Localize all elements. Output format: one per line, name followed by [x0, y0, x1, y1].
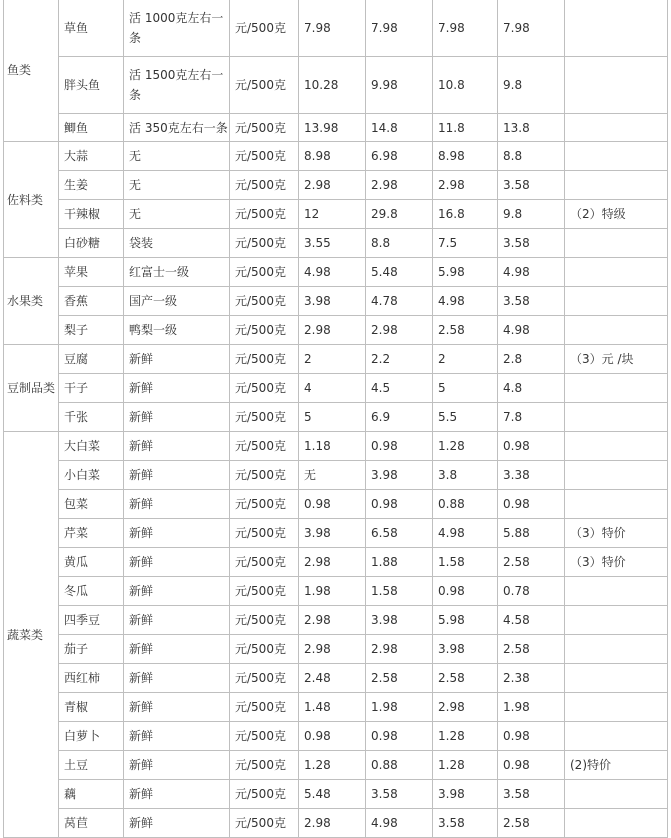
- price-3-cell: 2.58: [433, 664, 498, 693]
- note-cell: [565, 606, 668, 635]
- table-row: [4, 345, 668, 374]
- price-1-cell: 4: [299, 374, 366, 403]
- price-4-cell: 9.8: [498, 57, 565, 114]
- item-spec-cell: 无: [124, 142, 230, 171]
- unit-cell: 元/500克: [230, 664, 299, 693]
- price-2-cell: 0.98: [366, 432, 433, 461]
- price-table-body: [4, 0, 668, 838]
- price-2-cell: 2.98: [366, 171, 433, 200]
- unit-cell: 元/500克: [230, 374, 299, 403]
- item-spec-cell: 新鲜: [124, 635, 230, 664]
- price-1-cell: 1.28: [299, 751, 366, 780]
- table-row: [4, 287, 668, 316]
- price-4-cell: 0.78: [498, 577, 565, 606]
- price-3-cell: 2.98: [433, 171, 498, 200]
- price-2-cell: 6.9: [366, 403, 433, 432]
- price-2-cell: 3.98: [366, 461, 433, 490]
- note-cell: [565, 693, 668, 722]
- price-2-cell: 5.48: [366, 258, 433, 287]
- item-name-cell: 白砂糖: [59, 229, 124, 258]
- price-4-cell: 2.38: [498, 664, 565, 693]
- item-spec-cell: 袋装: [124, 229, 230, 258]
- item-spec-cell: 新鲜: [124, 693, 230, 722]
- price-3-cell: 1.28: [433, 432, 498, 461]
- item-spec-cell: 国产一级: [124, 287, 230, 316]
- price-3-cell: 2.58: [433, 316, 498, 345]
- price-1-cell: 2.98: [299, 635, 366, 664]
- table-row: [4, 461, 668, 490]
- unit-cell: 元/500克: [230, 780, 299, 809]
- unit-cell: 元/500克: [230, 809, 299, 838]
- price-3-cell: 7.5: [433, 229, 498, 258]
- unit-cell: 元/500克: [230, 490, 299, 519]
- price-2-cell: 4.98: [366, 809, 433, 838]
- item-name-cell: 干子: [59, 374, 124, 403]
- item-name-cell: 大蒜: [59, 142, 124, 171]
- price-2-cell: 0.98: [366, 490, 433, 519]
- price-2-cell: 4.78: [366, 287, 433, 316]
- price-4-cell: 0.98: [498, 722, 565, 751]
- price-2-cell: 1.98: [366, 693, 433, 722]
- price-1-cell: 2.98: [299, 548, 366, 577]
- price-4-cell: 1.98: [498, 693, 565, 722]
- price-3-cell: 2.98: [433, 693, 498, 722]
- item-spec-cell: 新鲜: [124, 577, 230, 606]
- item-spec-cell: 新鲜: [124, 490, 230, 519]
- note-cell: [565, 432, 668, 461]
- price-4-cell: 8.8: [498, 142, 565, 171]
- price-3-cell: 7.98: [433, 0, 498, 57]
- table-row: [4, 142, 668, 171]
- item-name-cell: 豆腐: [59, 345, 124, 374]
- item-name-cell: 土豆: [59, 751, 124, 780]
- item-spec-cell: 新鲜: [124, 751, 230, 780]
- price-3-cell: 5.5: [433, 403, 498, 432]
- price-2-cell: 3.58: [366, 780, 433, 809]
- table-row: [4, 606, 668, 635]
- price-2-cell: 7.98: [366, 0, 433, 57]
- item-name-cell: 千张: [59, 403, 124, 432]
- price-1-cell: 0.98: [299, 722, 366, 751]
- note-cell: [565, 142, 668, 171]
- price-4-cell: 0.98: [498, 490, 565, 519]
- unit-cell: 元/500克: [230, 142, 299, 171]
- item-name-cell: 干辣椒: [59, 200, 124, 229]
- table-row: [4, 114, 668, 142]
- table-row: [4, 693, 668, 722]
- item-spec-cell: 活 1500克左右一条: [124, 57, 230, 114]
- unit-cell: 元/500克: [230, 635, 299, 664]
- unit-cell: 元/500克: [230, 693, 299, 722]
- price-3-cell: 5.98: [433, 258, 498, 287]
- item-spec-cell: 新鲜: [124, 809, 230, 838]
- item-name-cell: 草鱼: [59, 0, 124, 57]
- price-4-cell: 5.88: [498, 519, 565, 548]
- price-4-cell: 3.58: [498, 287, 565, 316]
- unit-cell: 元/500克: [230, 432, 299, 461]
- price-4-cell: 2.58: [498, 548, 565, 577]
- price-4-cell: 4.8: [498, 374, 565, 403]
- item-name-cell: 西红柿: [59, 664, 124, 693]
- price-2-cell: 6.98: [366, 142, 433, 171]
- price-1-cell: 0.98: [299, 490, 366, 519]
- item-name-cell: 白萝卜: [59, 722, 124, 751]
- price-3-cell: 1.28: [433, 722, 498, 751]
- note-cell: [565, 577, 668, 606]
- price-4-cell: 4.98: [498, 316, 565, 345]
- item-name-cell: 包菜: [59, 490, 124, 519]
- price-1-cell: 1.98: [299, 577, 366, 606]
- unit-cell: 元/500克: [230, 519, 299, 548]
- note-cell: [565, 171, 668, 200]
- price-4-cell: 13.8: [498, 114, 565, 142]
- item-name-cell: 苹果: [59, 258, 124, 287]
- price-4-cell: 2.58: [498, 635, 565, 664]
- note-cell: [565, 229, 668, 258]
- price-3-cell: 5: [433, 374, 498, 403]
- table-row: [4, 722, 668, 751]
- price-3-cell: 10.8: [433, 57, 498, 114]
- price-1-cell: 1.18: [299, 432, 366, 461]
- item-name-cell: 青椒: [59, 693, 124, 722]
- price-3-cell: 3.98: [433, 780, 498, 809]
- price-3-cell: 3.98: [433, 635, 498, 664]
- unit-cell: 元/500克: [230, 0, 299, 57]
- price-2-cell: 1.58: [366, 577, 433, 606]
- price-4-cell: 7.98: [498, 0, 565, 57]
- note-cell: （3）特价: [565, 548, 668, 577]
- item-spec-cell: 无: [124, 200, 230, 229]
- item-name-cell: 黄瓜: [59, 548, 124, 577]
- price-2-cell: 0.98: [366, 722, 433, 751]
- price-2-cell: 2.98: [366, 635, 433, 664]
- price-3-cell: 2: [433, 345, 498, 374]
- price-2-cell: 29.8: [366, 200, 433, 229]
- table-row: [4, 316, 668, 345]
- price-2-cell: 4.5: [366, 374, 433, 403]
- unit-cell: 元/500克: [230, 403, 299, 432]
- unit-cell: 元/500克: [230, 287, 299, 316]
- price-3-cell: 4.98: [433, 519, 498, 548]
- price-3-cell: 8.98: [433, 142, 498, 171]
- unit-cell: 元/500克: [230, 229, 299, 258]
- item-spec-cell: 新鲜: [124, 432, 230, 461]
- note-cell: [565, 287, 668, 316]
- price-4-cell: 3.58: [498, 171, 565, 200]
- table-row: [4, 374, 668, 403]
- table-row: [4, 171, 668, 200]
- unit-cell: 元/500克: [230, 345, 299, 374]
- price-4-cell: 4.98: [498, 258, 565, 287]
- price-2-cell: 0.88: [366, 751, 433, 780]
- price-2-cell: 3.98: [366, 606, 433, 635]
- price-3-cell: 4.98: [433, 287, 498, 316]
- price-1-cell: 2.98: [299, 316, 366, 345]
- price-4-cell: 0.98: [498, 432, 565, 461]
- table-row: [4, 664, 668, 693]
- item-name-cell: 香蕉: [59, 287, 124, 316]
- item-spec-cell: 新鲜: [124, 519, 230, 548]
- price-2-cell: 6.58: [366, 519, 433, 548]
- price-4-cell: 7.8: [498, 403, 565, 432]
- item-name-cell: 大白菜: [59, 432, 124, 461]
- note-cell: [565, 403, 668, 432]
- price-4-cell: 3.38: [498, 461, 565, 490]
- price-2-cell: 9.98: [366, 57, 433, 114]
- price-3-cell: 11.8: [433, 114, 498, 142]
- item-spec-cell: 新鲜: [124, 403, 230, 432]
- price-4-cell: 2.8: [498, 345, 565, 374]
- item-name-cell: 冬瓜: [59, 577, 124, 606]
- price-3-cell: 0.88: [433, 490, 498, 519]
- item-spec-cell: 活 1000克左右一条: [124, 0, 230, 57]
- table-row: [4, 200, 668, 229]
- item-name-cell: 生姜: [59, 171, 124, 200]
- note-cell: [565, 635, 668, 664]
- unit-cell: 元/500克: [230, 258, 299, 287]
- unit-cell: 元/500克: [230, 316, 299, 345]
- price-2-cell: 2.58: [366, 664, 433, 693]
- price-3-cell: 1.28: [433, 751, 498, 780]
- price-1-cell: 2.48: [299, 664, 366, 693]
- price-1-cell: 2.98: [299, 606, 366, 635]
- item-name-cell: 鲫鱼: [59, 114, 124, 142]
- price-table: [3, 0, 668, 838]
- note-cell: （2）特级: [565, 200, 668, 229]
- price-4-cell: 3.58: [498, 229, 565, 258]
- category-cell: 鱼类: [4, 0, 59, 142]
- note-cell: （3）元 /块: [565, 345, 668, 374]
- price-1-cell: 5.48: [299, 780, 366, 809]
- price-4-cell: 3.58: [498, 780, 565, 809]
- table-row: [4, 809, 668, 838]
- note-cell: [565, 258, 668, 287]
- table-row: [4, 548, 668, 577]
- item-spec-cell: 新鲜: [124, 606, 230, 635]
- table-row: [4, 403, 668, 432]
- item-spec-cell: 新鲜: [124, 722, 230, 751]
- price-1-cell: 4.98: [299, 258, 366, 287]
- price-1-cell: 8.98: [299, 142, 366, 171]
- price-2-cell: 2.98: [366, 316, 433, 345]
- unit-cell: 元/500克: [230, 751, 299, 780]
- item-spec-cell: 鸭梨一级: [124, 316, 230, 345]
- note-cell: （3）特价: [565, 519, 668, 548]
- item-name-cell: 茄子: [59, 635, 124, 664]
- category-cell: 豆制品类: [4, 345, 59, 432]
- price-1-cell: 3.55: [299, 229, 366, 258]
- note-cell: [565, 809, 668, 838]
- price-4-cell: 9.8: [498, 200, 565, 229]
- note-cell: [565, 461, 668, 490]
- note-cell: [565, 490, 668, 519]
- unit-cell: 元/500克: [230, 577, 299, 606]
- unit-cell: 元/500克: [230, 461, 299, 490]
- price-1-cell: 5: [299, 403, 366, 432]
- price-3-cell: 16.8: [433, 200, 498, 229]
- price-1-cell: 7.98: [299, 0, 366, 57]
- price-3-cell: 5.98: [433, 606, 498, 635]
- item-spec-cell: 新鲜: [124, 345, 230, 374]
- table-row: [4, 635, 668, 664]
- price-1-cell: 无: [299, 461, 366, 490]
- unit-cell: 元/500克: [230, 548, 299, 577]
- note-cell: [565, 780, 668, 809]
- table-row: [4, 780, 668, 809]
- price-1-cell: 3.98: [299, 287, 366, 316]
- table-row: [4, 751, 668, 780]
- price-1-cell: 2: [299, 345, 366, 374]
- price-1-cell: 1.48: [299, 693, 366, 722]
- unit-cell: 元/500克: [230, 200, 299, 229]
- price-3-cell: 3.58: [433, 809, 498, 838]
- price-4-cell: 2.58: [498, 809, 565, 838]
- category-cell: 水果类: [4, 258, 59, 345]
- unit-cell: 元/500克: [230, 114, 299, 142]
- price-2-cell: 2.2: [366, 345, 433, 374]
- category-cell: 蔬菜类: [4, 432, 59, 838]
- price-3-cell: 0.98: [433, 577, 498, 606]
- note-cell: [565, 57, 668, 114]
- note-cell: (2)特价: [565, 751, 668, 780]
- unit-cell: 元/500克: [230, 57, 299, 114]
- table-row: [4, 519, 668, 548]
- unit-cell: 元/500克: [230, 606, 299, 635]
- item-spec-cell: 无: [124, 171, 230, 200]
- item-spec-cell: 新鲜: [124, 664, 230, 693]
- note-cell: [565, 316, 668, 345]
- unit-cell: 元/500克: [230, 722, 299, 751]
- price-3-cell: 3.8: [433, 461, 498, 490]
- note-cell: [565, 722, 668, 751]
- price-4-cell: 4.58: [498, 606, 565, 635]
- price-1-cell: 12: [299, 200, 366, 229]
- table-row: [4, 258, 668, 287]
- category-cell: 佐料类: [4, 142, 59, 258]
- table-row: [4, 577, 668, 606]
- price-2-cell: 14.8: [366, 114, 433, 142]
- note-cell: [565, 0, 668, 57]
- item-spec-cell: 红富士一级: [124, 258, 230, 287]
- unit-cell: 元/500克: [230, 171, 299, 200]
- item-name-cell: 小白菜: [59, 461, 124, 490]
- price-1-cell: 2.98: [299, 171, 366, 200]
- price-1-cell: 10.28: [299, 57, 366, 114]
- table-row: [4, 490, 668, 519]
- price-4-cell: 0.98: [498, 751, 565, 780]
- note-cell: [565, 664, 668, 693]
- item-spec-cell: 新鲜: [124, 548, 230, 577]
- price-2-cell: 8.8: [366, 229, 433, 258]
- table-row: [4, 229, 668, 258]
- item-name-cell: 藕: [59, 780, 124, 809]
- price-1-cell: 13.98: [299, 114, 366, 142]
- item-spec-cell: 活 350克左右一条: [124, 114, 230, 142]
- price-1-cell: 3.98: [299, 519, 366, 548]
- table-row: [4, 432, 668, 461]
- item-name-cell: 胖头鱼: [59, 57, 124, 114]
- price-3-cell: 1.58: [433, 548, 498, 577]
- item-name-cell: 四季豆: [59, 606, 124, 635]
- table-row: [4, 57, 668, 114]
- price-2-cell: 1.88: [366, 548, 433, 577]
- table-row: [4, 0, 668, 57]
- note-cell: [565, 114, 668, 142]
- item-name-cell: 梨子: [59, 316, 124, 345]
- price-1-cell: 2.98: [299, 809, 366, 838]
- note-cell: [565, 374, 668, 403]
- item-name-cell: 芹菜: [59, 519, 124, 548]
- item-name-cell: 莴苣: [59, 809, 124, 838]
- item-spec-cell: 新鲜: [124, 374, 230, 403]
- item-spec-cell: 新鲜: [124, 780, 230, 809]
- item-spec-cell: 新鲜: [124, 461, 230, 490]
